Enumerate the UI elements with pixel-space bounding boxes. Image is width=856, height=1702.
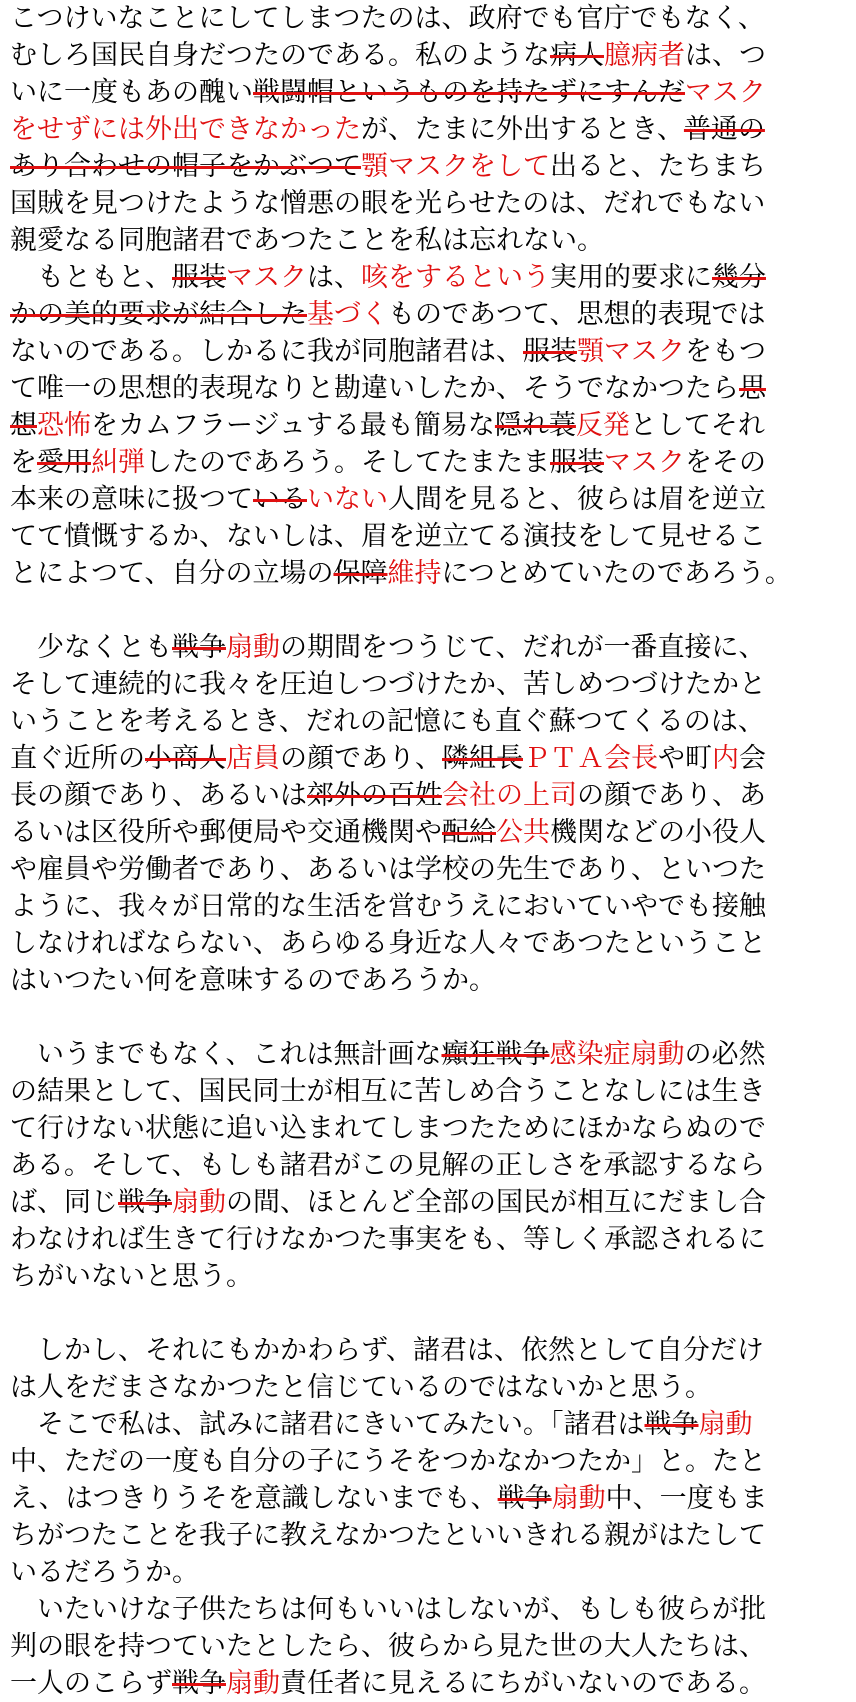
inserted-text: マスク (685, 77, 766, 108)
body-text: は人をだまさなかつたと信じているのではないかと思う。 (10, 1372, 712, 1403)
inserted-text: 維持 (387, 558, 442, 589)
text-line (10, 629, 856, 666)
text-line (10, 666, 856, 703)
text-line (10, 1332, 856, 1369)
body-text: 人間を見ると、彼らは眉を逆立 (388, 484, 766, 515)
deleted-text: 戦闘帽というものを持たずにすんだ (253, 77, 685, 108)
body-text: 長の顔であり、あるいは (10, 780, 307, 811)
body-text: をその (685, 447, 766, 478)
body-text: 判の眼を持つていたとしたら、彼らから見た世の大人たちは、 (10, 1631, 766, 1662)
body-text: 出ると、たちまち (550, 151, 766, 182)
text-line (10, 259, 856, 296)
deleted-text: 服装 (523, 336, 577, 367)
text-line (10, 814, 856, 851)
inserted-text: 扇動 (226, 632, 280, 663)
deleted-text: 戦争 (118, 1187, 172, 1218)
body-text: 実用的要求に (550, 262, 712, 293)
inserted-text: 顎マスク (577, 336, 685, 367)
body-text: 一人のこらず (10, 1668, 172, 1699)
body-text: や雇員や労働者であり、あるいは学校の先生であり、といつた (10, 854, 766, 885)
inserted-text: 扇動 (172, 1187, 226, 1218)
body-text: の顔であり、 (280, 743, 442, 774)
inserted-text: 顎マスクをして (361, 151, 550, 182)
body-text: の必然 (684, 1039, 766, 1070)
paragraph (10, 1332, 856, 1702)
body-text: てて憤慨するか、ないしは、眉を逆立てる演技をして見せるこ (10, 521, 766, 552)
deleted-text: 愛用 (37, 447, 91, 478)
body-text: をもつ (685, 336, 766, 367)
body-text: 機関などの小役人 (550, 817, 766, 848)
text-line (10, 407, 856, 444)
body-text: 少なくとも (10, 632, 172, 663)
body-text: 本来の意味に扱つて (10, 484, 253, 515)
inserted-text: マスク (226, 262, 307, 293)
text-line (10, 1258, 856, 1295)
text-line (10, 222, 856, 259)
document-page (10, 0, 856, 1702)
body-text: を (10, 447, 37, 478)
body-text: の結果として、国民同士が相互に苦しめ合うことなしには生き (10, 1076, 766, 1107)
deleted-text: 小商人 (145, 743, 226, 774)
text-line (10, 333, 856, 370)
inserted-text: 扇動 (698, 1409, 753, 1440)
deleted-text: 病人 (550, 40, 604, 71)
body-text: しかし、それにもかかわらず、諸君は、依然として自分だけ (10, 1335, 764, 1366)
body-text: ちがいないと思う。 (10, 1261, 253, 1292)
text-line (10, 518, 856, 555)
inserted-text: ＰＴＡ会長 (523, 743, 658, 774)
deleted-text: 癲狂戦争 (441, 1039, 550, 1070)
body-text: ように、我々が日常的な生活を営むうえにおいていやでも接触 (10, 891, 766, 922)
paragraph (10, 259, 856, 592)
text-line (10, 481, 856, 518)
text-line (10, 1110, 856, 1147)
inserted-text: 反発 (575, 410, 630, 441)
body-text: こつけいなことにしてしまつたのは、政府でも官庁でもなく、 (10, 3, 765, 34)
text-line (10, 1480, 856, 1517)
text-line (10, 111, 856, 148)
body-text: ちがつたことを我子に教えなかつたといいきれる親がはたして (10, 1520, 766, 1551)
deleted-text: 保障 (333, 558, 388, 589)
body-text: は、 (307, 262, 361, 293)
deleted-text: 思 (739, 373, 766, 404)
body-text: そこで私は、試みに諸君にきいてみたい。「諸君は (10, 1409, 645, 1440)
body-text: るいは区役所や郵便局や交通機関や (10, 817, 442, 848)
inserted-text: 咳をするという (361, 262, 550, 293)
body-text: むしろ国民自身だつたのである。私のような (10, 40, 550, 71)
text-line (10, 37, 856, 74)
inserted-text: 会社の上司 (442, 780, 577, 811)
body-text: や町 (658, 743, 712, 774)
text-line (10, 1628, 856, 1665)
body-text: したのであろう。そしてたまたま (145, 447, 550, 478)
paragraph-gap (10, 1295, 856, 1332)
inserted-text: 臆病者 (604, 40, 685, 71)
body-text: ないのである。しかるに我が同胞諸君は、 (10, 336, 523, 367)
body-text: とによつて、自分の立場の (10, 558, 334, 589)
body-text: ものであつて、思想的表現では (388, 299, 766, 330)
deleted-text: かの美的要求が結合した (10, 299, 307, 330)
body-text: もともと、 (10, 262, 172, 293)
text-line (10, 1184, 856, 1221)
body-text: そして連続的に我々を圧迫しつづけたか、苦しめつづけたかと (10, 669, 766, 700)
paragraph (10, 629, 856, 999)
deleted-text: 隣組長 (442, 743, 523, 774)
text-line (10, 1517, 856, 1554)
body-text: て行けない状態に追い込まれてしまつたためにほかならぬので (10, 1113, 766, 1144)
inserted-text: 扇動 (551, 1483, 606, 1514)
body-text: いたいけな子供たちは何もいいはしないが、もしも彼らが批 (10, 1594, 766, 1625)
body-text: 国賊を見つけたような憎悪の眼を光らせたのは、だれでもない (10, 188, 766, 219)
body-text: いうまでもなく、これは無計画な (10, 1039, 442, 1070)
text-line (10, 962, 856, 999)
deleted-text: いる (253, 484, 307, 515)
paragraph (10, 1036, 856, 1295)
body-text: ば、同じ (10, 1187, 118, 1218)
text-line (10, 1443, 856, 1480)
body-text: 直ぐ近所の (10, 743, 145, 774)
inserted-text: 内 (712, 743, 739, 774)
body-text: 親愛なる同胞諸君であつたことを私は忘れない。 (10, 225, 604, 256)
text-line (10, 1221, 856, 1258)
deleted-text: 普通の (683, 114, 765, 145)
deleted-text: 郊外の百姓 (307, 780, 442, 811)
inserted-text: 恐怖 (37, 410, 91, 441)
text-line (10, 1591, 856, 1628)
body-text: につとめていたのであろう。 (441, 558, 792, 589)
inserted-text: マスク (604, 447, 685, 478)
inserted-text: いない (307, 484, 388, 515)
body-text: が、たまに外出するとき、 (361, 114, 684, 145)
text-line (10, 1369, 856, 1406)
body-text: 中、ただの一度も自分の子にうそをつかなかつたか」と。たと (10, 1446, 766, 1477)
body-text: いに一度もあの醜い (10, 77, 253, 108)
text-line (10, 777, 856, 814)
deleted-text: 戦争 (172, 632, 226, 663)
text-line (10, 1073, 856, 1110)
text-line (10, 703, 856, 740)
body-text: ある。そして、もしも諸君がこの見解の正しさを承認するなら (10, 1150, 766, 1181)
body-text: しなければならない、あらゆる身近な人々であつたということ (10, 928, 766, 959)
deleted-text: あり合わせの帽子をかぶつて (10, 151, 361, 182)
text-line (10, 1665, 856, 1702)
deleted-text: 幾分 (712, 262, 766, 293)
text-line (10, 444, 856, 481)
text-line (10, 0, 856, 37)
inserted-text: をせずには外出できなかった (10, 114, 361, 145)
text-line (10, 740, 856, 777)
inserted-text: 公共 (496, 817, 550, 848)
text-line (10, 148, 856, 185)
body-text: 会 (739, 743, 766, 774)
text-line (10, 185, 856, 222)
deleted-text: 服装 (172, 262, 226, 293)
deleted-text: 隠れ蓑 (494, 410, 576, 441)
text-line (10, 370, 856, 407)
text-line (10, 1036, 856, 1073)
body-text: いるだろうか。 (10, 1557, 199, 1588)
paragraph-gap (10, 592, 856, 629)
body-text: はいつたい何を意味するのであろうか。 (10, 965, 496, 996)
text-line (10, 555, 856, 592)
body-text: の間、ほとんど全部の国民が相互にだまし合 (226, 1187, 766, 1218)
text-line (10, 296, 856, 333)
paragraph-gap (10, 999, 856, 1036)
body-text: の期間をつうじて、だれが一番直接に、 (280, 632, 766, 663)
body-text: をカムフラージュする最も簡易な (91, 410, 495, 441)
inserted-text: 基づく (307, 299, 388, 330)
inserted-text: 扇動 (226, 1668, 280, 1699)
inserted-text: 感染症扇動 (549, 1039, 685, 1070)
body-text: 中、一度もま (605, 1483, 768, 1514)
body-text: いうことを考えるとき、だれの記憶にも直ぐ蘇つてくるのは、 (10, 706, 765, 737)
text-line (10, 1406, 856, 1443)
deleted-text: 戦争 (172, 1668, 226, 1699)
deleted-text: 戦争 (644, 1409, 699, 1440)
inserted-text: 糾弾 (91, 447, 145, 478)
body-text: わなければ生きて行けなかつた事実をも、等しく承認されるに (10, 1224, 766, 1255)
body-text: て唯一の思想的表現なりと勘違いしたか、そうでなかつたら (10, 373, 739, 404)
text-line (10, 1147, 856, 1184)
body-text: としてそれ (629, 410, 765, 441)
deleted-text: 戦争 (497, 1483, 552, 1514)
text-line (10, 851, 856, 888)
deleted-text: 配給 (442, 817, 496, 848)
body-text: の顔であり、あ (577, 780, 766, 811)
body-text: 責任者に見えるにちがいないのである。 (280, 1668, 766, 1699)
body-text: は、つ (685, 40, 766, 71)
inserted-text: 店員 (226, 743, 280, 774)
text-line (10, 925, 856, 962)
paragraph (10, 0, 856, 259)
text-line (10, 74, 856, 111)
text-line (10, 888, 856, 925)
deleted-text: 服装 (550, 447, 604, 478)
text-line (10, 1554, 856, 1591)
body-text: え、はつきりうそを意識しないまでも、 (10, 1483, 498, 1514)
deleted-text: 想 (10, 410, 37, 441)
